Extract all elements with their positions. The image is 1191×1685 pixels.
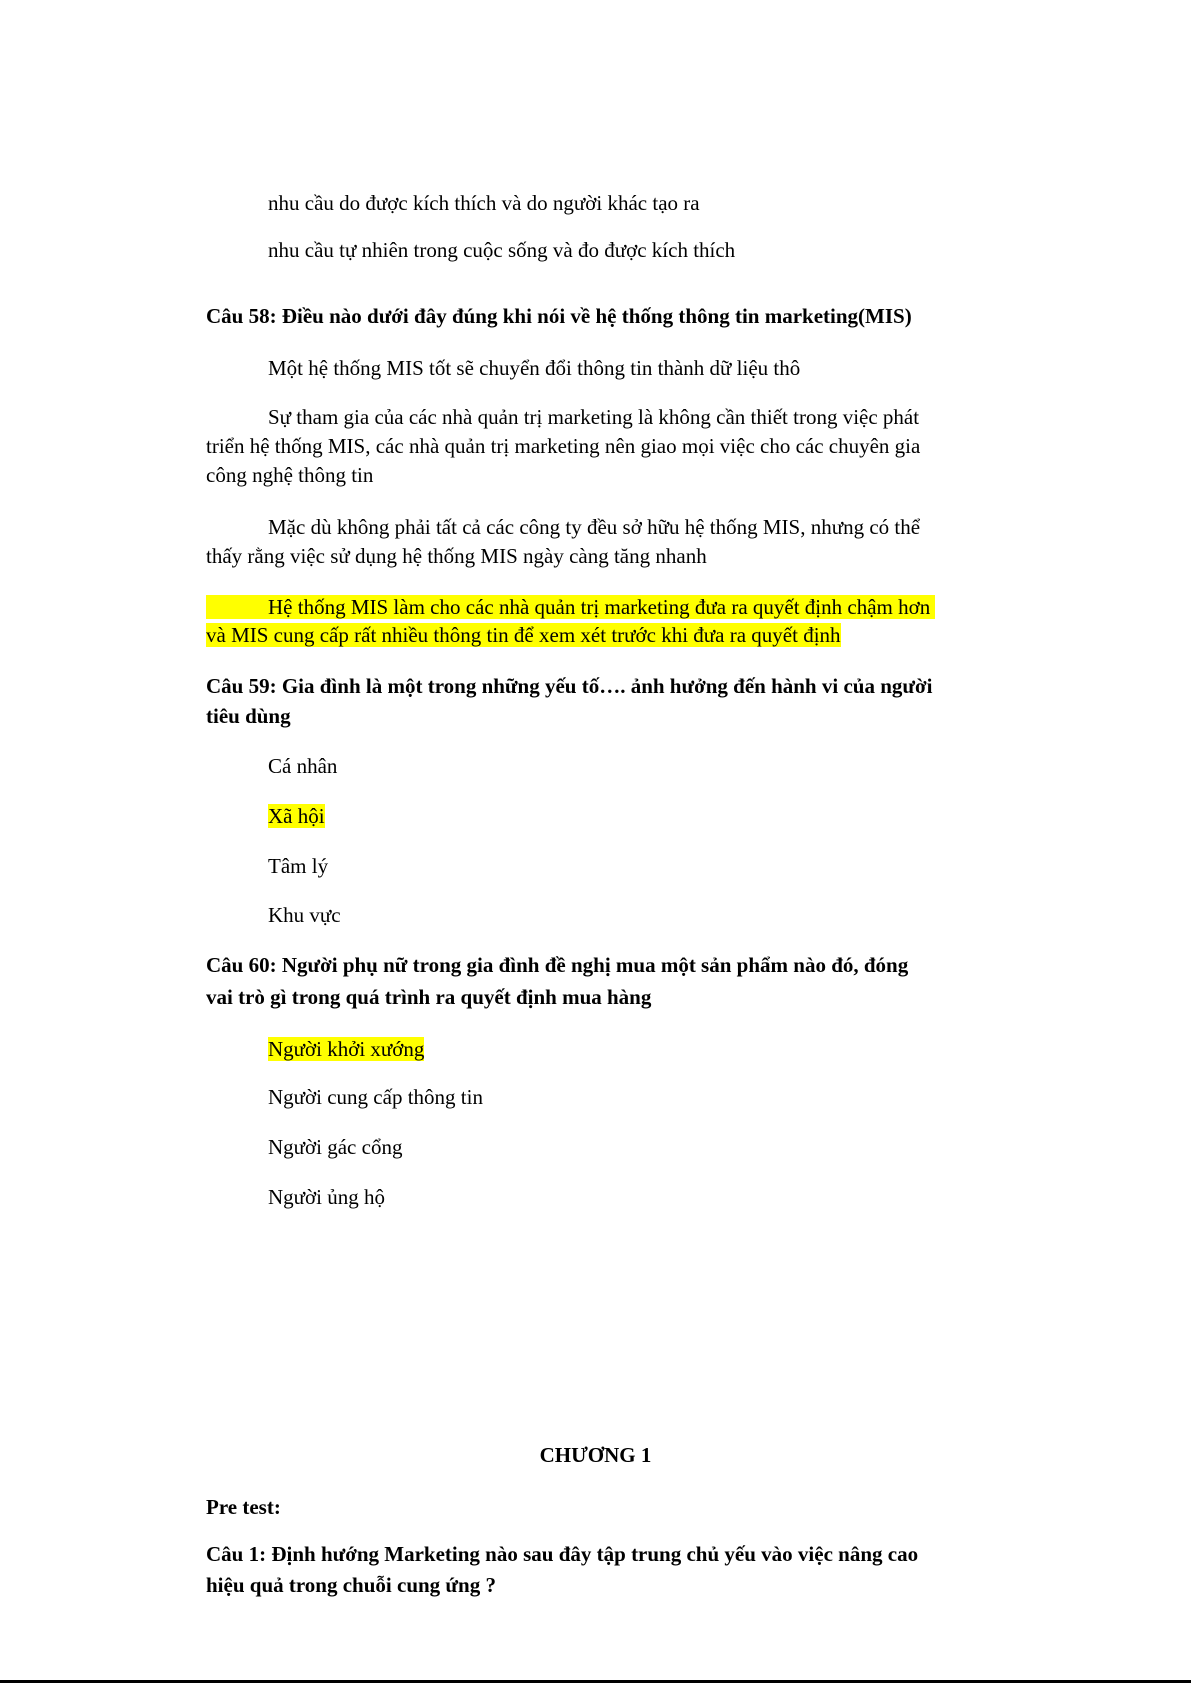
answer-option: Người cung cấp thông tin <box>268 1085 483 1109</box>
answer-option: Khu vực <box>268 903 341 927</box>
answer-option: Mặc dù không phải tất cả các công ty đều sở hữu hệ thống MIS, nhưng có thể <box>268 515 921 539</box>
answer-option-cont: thấy rằng việc sử dụng hệ thống MIS ngày càng tăng nhanh <box>206 544 707 568</box>
correct-answer-highlight: Xã hội <box>268 804 325 828</box>
correct-answer-highlight-cont: và MIS cung cấp rất nhiều thông tin để xem xét trước khi đưa ra quyết định <box>206 623 841 647</box>
question-60-cont: vai trò gì trong quá trình ra quyết định mua hàng <box>206 985 652 1009</box>
question-60: Câu 60: Người phụ nữ trong gia đình đề nghị mua một sản phẩm nào đó, đóng <box>206 953 909 977</box>
answer-option: Một hệ thống MIS tốt sẽ chuyển đổi thông tin thành dữ liệu thô <box>268 356 801 380</box>
answer-option: nhu cầu do được kích thích và do người khác tạo ra <box>268 191 700 215</box>
question-59-cont: tiêu dùng <box>206 704 291 728</box>
page-bottom-rule <box>0 1680 1191 1683</box>
answer-option-cont: triển hệ thống MIS, các nhà quản trị marketing nên giao mọi việc cho các chuyên gia <box>206 434 921 458</box>
answer-option: Người gác cổng <box>268 1135 403 1159</box>
question-59: Câu 59: Gia đình là một trong những yếu tố…. ảnh hưởng đến hành vi của người <box>206 674 933 698</box>
answer-option: Sự tham gia của các nhà quản trị marketing là không cần thiết trong việc phát <box>268 405 920 429</box>
answer-option: Người ủng hộ <box>268 1185 385 1209</box>
answer-option: nhu cầu tự nhiên trong cuộc sống và đo được kích thích <box>268 238 736 262</box>
chapter-heading: CHƯƠNG 1 <box>539 1443 652 1467</box>
answer-option: Cá nhân <box>268 754 338 778</box>
answer-option-cont: công nghệ thông tin <box>206 463 374 487</box>
question-1-cont: hiệu quả trong chuỗi cung ứng ? <box>206 1573 496 1597</box>
question-1: Câu 1: Định hướng Marketing nào sau đây tập trung chủ yếu vào việc nâng cao <box>206 1542 919 1566</box>
answer-option: Tâm lý <box>268 854 329 878</box>
pretest-heading: Pre test: <box>206 1495 281 1519</box>
correct-answer-highlight: Hệ thống MIS làm cho các nhà quản trị marketing đưa ra quyết định chậm hơn <box>206 593 986 622</box>
question-58: Câu 58: Điều nào dưới đây đúng khi nói về hệ thống thông tin marketing(MIS) <box>206 304 912 328</box>
correct-answer-highlight: Người khởi xướng <box>268 1037 425 1061</box>
